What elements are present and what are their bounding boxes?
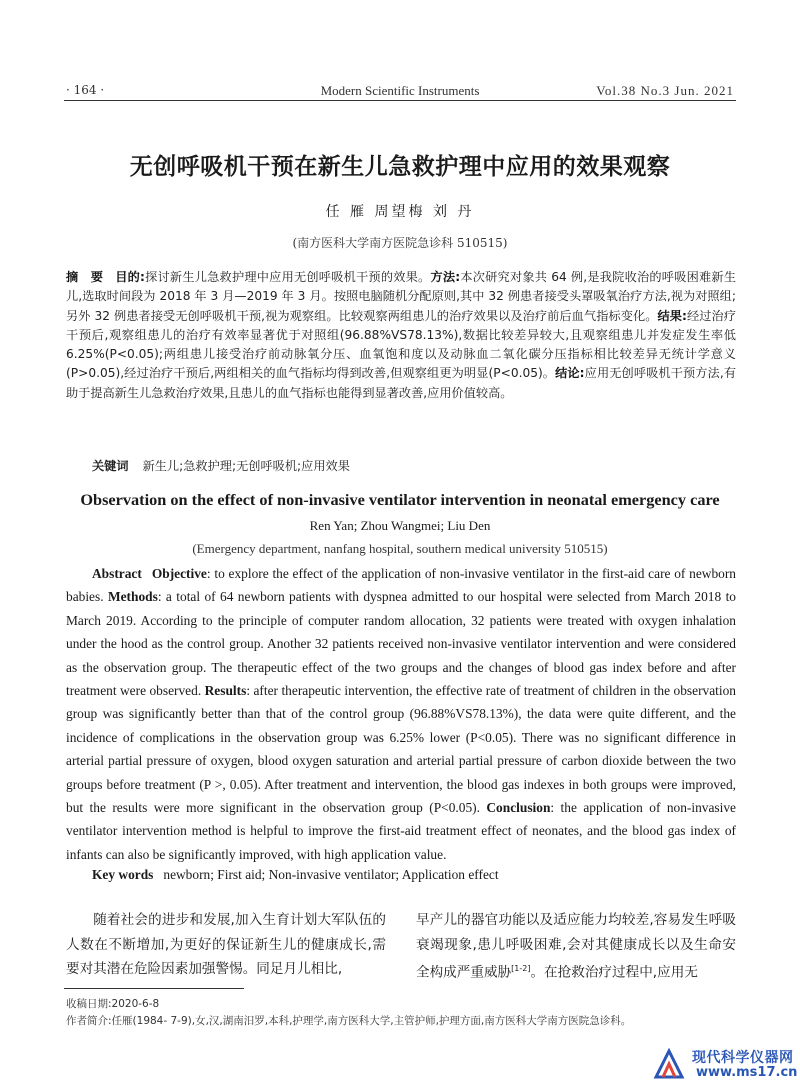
authors-en: Ren Yan; Zhou Wangmei; Liu Den <box>309 518 491 533</box>
abstract-zh <box>66 268 736 403</box>
paper-title-en: Observation on the effect of non-invasive ventilator intervention in neonatal emergency care <box>80 490 720 509</box>
watermark-title: 现代科学仪器网 <box>692 1050 794 1066</box>
instrument-logo-icon <box>652 1047 686 1081</box>
page-number: · 164 · <box>66 83 105 97</box>
results-en: : after therapeutic intervention, the effective rate of treatment of children in the observation group was significantly better than that of the control group (96.88%VS78.13%), the data were quite different, and the incidence of complications in the observation group was 6.25% lower (P<0.05). There was no significant difference in arterial partial pressure of oxygen, blood oxygen saturation and arterial partial pressure of carbon dioxide between the two groups before treatment (P >, 0.05). After treatment and intervention, the blood gas indexes in both groups were improved, but the results were more significant in the observation group (P<0.05). <box>66 683 736 816</box>
received-date: 收稿日期:2020-6-8 <box>66 998 160 1010</box>
conclusion-en: : the application of non-invasive ventilator intervention method is helpful to improve the first-aid treatment effect of neonates, and the blood gas index of infants can also be significantly improved, with high application value. <box>66 800 736 862</box>
paper-title-zh: 无创呼吸机干预在新生儿急救护理中应用的效果观察 <box>129 154 671 180</box>
results-zh: 经过治疗干预后,观察组患儿的治疗有效率显著优于对照组(96.88%VS78.13%),数据比较差异较大,且观察组患儿并发症发生率低 6.25%(P<0.05);两组患儿接受治疗前动脉氧分压、血氧饱和度以及动脉血二氧化碳分压指标相比较差异无统计学意义(P>0.05),经过治疗干预后,两组相关的血气指标均得到改善,但观察组更为明显(P<0.05)。 <box>66 308 736 381</box>
objective-en: : to explore the effect of the application of non-invasive ventilator in the first-aid care of newborn babies. <box>66 566 736 605</box>
authors-zh: 任 雁 周望梅 刘 丹 <box>325 204 475 220</box>
abstract-zh-label: 摘 要 <box>66 270 104 284</box>
header-rule <box>64 100 736 101</box>
affiliation-zh: (南方医科大学南方医院急诊科 510515) <box>292 236 508 250</box>
objective-en-label: Objective <box>151 566 207 581</box>
results-en-label: Results <box>204 683 247 699</box>
keywords-en <box>92 867 499 883</box>
body-right-text-cont: 。在抢救治疗过程中,应用无 <box>530 964 698 981</box>
results-zh-label: 结果: <box>657 308 687 323</box>
journal-name: Modern Scientific Instruments <box>320 83 480 98</box>
conclusion-en-label: Conclusion <box>486 800 551 816</box>
journal-issue: Vol.38 No.3 Jun. 2021 <box>596 83 734 98</box>
methods-en-label: Methods <box>107 589 158 605</box>
conclusion-zh-label: 结论: <box>555 366 585 381</box>
watermark-url: www.ms17.cn <box>696 1065 798 1080</box>
conclusion-zh: 应用无创呼吸机干预方法,有助于提高新生儿急救治疗效果,且患儿的血气指标也能得到显著改善,应用价值较高。 <box>66 366 737 400</box>
abstract-en <box>66 562 736 866</box>
body-right-column <box>416 908 736 985</box>
methods-zh-label: 方法: <box>430 270 461 284</box>
body-left-column: 随着社会的进步和发展,加入生育计划大军队伍的人数在不断增加,为更好的保证新生儿的健康成长,需要对其潜在危险因素加强警惕。同足月儿相比, <box>66 912 386 977</box>
citation-ref: [1-2] <box>511 964 531 973</box>
methods-en: : a total of 64 newborn patients with dyspnea admitted to our hospital were selected from March 2018 to March 2019. According to the principle of computer random allocation, 32 patients were treated with oxygen inhalation under the hood as the control group. Another 32 patients received non-invasive ventilator intervention and were considered as the observation group. The therapeutic effect of the two groups and the changes of blood gas index before and after treatment were observed. <box>66 589 737 699</box>
keywords-en-label: Key words <box>92 867 154 882</box>
keywords-zh-text: 新生儿;急救护理;无创呼吸机;应用效果 <box>142 459 350 473</box>
author-bio: 作者简介:任雁(1984- 7-9),女,汉,湖南汨罗,本科,护理学,南方医科大学,主管护师,护理方面,南方医科大学南方医院急诊科。 <box>66 1015 632 1027</box>
affiliation-en: (Emergency department, nanfang hospital, southern medical university 510515) <box>192 541 608 556</box>
footnote-rule <box>64 988 244 989</box>
body-right-text: 早产儿的器官功能以及适应能力均较差,容易发生呼吸衰竭现象,患儿呼吸困难,会对其健康成长以及生命安全构成严重威胁 <box>416 912 736 981</box>
site-watermark <box>652 1043 800 1083</box>
methods-zh: 本次研究对象共 64 例,是我院收治的呼吸困难新生儿,选取时间段为 2018 年 3 月—2019 年 3 月。按照电脑随机分配原则,其中 32 例患者接受头罩吸氧治疗方法,视为对照组;另外 32 例患者接受无创呼吸机干预,视为观察组。比较观察两组患儿的治疗效果以及治疗前后血气指标变化。 <box>66 270 737 323</box>
keywords-zh-label: 关键词 <box>92 459 129 473</box>
objective-zh-label: 目的: <box>115 270 145 284</box>
keywords-en-text: newborn; First aid; Non-invasive ventilator; Application effect <box>163 867 499 882</box>
abstract-en-label: Abstract <box>92 566 142 581</box>
objective-zh: 探讨新生儿急救护理中应用无创呼吸机干预的效果。 <box>144 270 431 284</box>
keywords-zh <box>92 457 350 474</box>
